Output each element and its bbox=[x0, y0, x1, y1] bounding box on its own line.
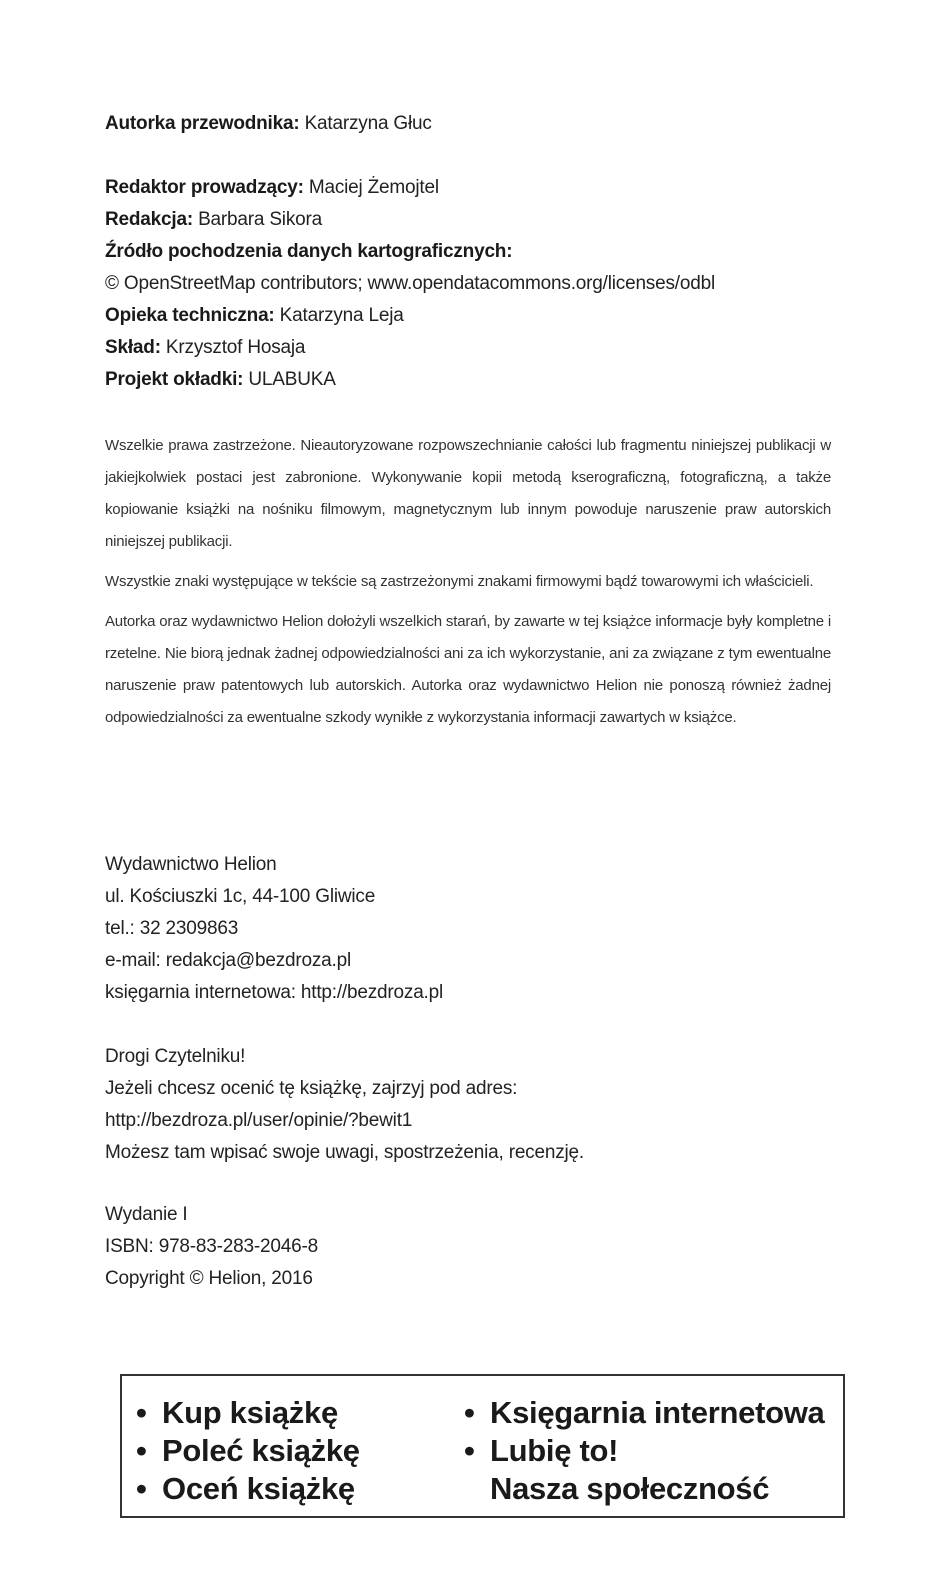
link-label: Lubię to! bbox=[490, 1433, 619, 1468]
link-label: Poleć książkę bbox=[162, 1433, 360, 1468]
credit-value: Maciej Żemojtel bbox=[308, 177, 439, 198]
buy-book-link[interactable] bbox=[136, 1394, 360, 1432]
publisher-info bbox=[105, 849, 443, 1009]
credit-value: Katarzyna Głuc bbox=[304, 113, 432, 134]
recommend-book-link[interactable] bbox=[136, 1432, 360, 1470]
link-label: Kup książkę bbox=[162, 1395, 338, 1430]
credit-redaction bbox=[105, 204, 715, 236]
publisher-address: ul. Kościuszki 1c, 44-100 Gliwice bbox=[105, 886, 376, 907]
links-box bbox=[120, 1374, 845, 1518]
bullet: • bbox=[136, 1395, 147, 1430]
links-column-right bbox=[464, 1394, 825, 1508]
credits-section bbox=[105, 108, 715, 396]
community-label[interactable]: Nasza społeczność bbox=[490, 1471, 770, 1506]
reader-line: Jeżeli chcesz ocenić tę książkę, zajrzyj pod adres: bbox=[105, 1078, 518, 1099]
credit-label: Opieka techniczna: bbox=[105, 305, 275, 326]
copyright-notice: Copyright © Helion, 2016 bbox=[105, 1268, 313, 1289]
publisher-shop-link[interactable]: księgarnia internetowa: http://bezdroza.pl bbox=[105, 982, 444, 1003]
reader-greeting: Drogi Czytelniku! bbox=[105, 1046, 246, 1067]
credit-cartography bbox=[105, 236, 715, 268]
credit-label: Autorka przewodnika: bbox=[105, 113, 300, 134]
publisher-phone: tel.: 32 2309863 bbox=[105, 918, 239, 939]
link-label: Księgarnia internetowa bbox=[490, 1395, 825, 1430]
credit-cover bbox=[105, 364, 715, 396]
credit-value: Katarzyna Leja bbox=[279, 305, 404, 326]
legal-paragraph-trademarks: Wszystkie znaki występujące w tekście są zastrzeżonymi znakami firmowymi bądź towarowymi ich właścicieli. bbox=[105, 573, 814, 590]
credit-cartography-value: © OpenStreetMap contributors; www.opendatacommons.org/licenses/odbl bbox=[105, 273, 715, 294]
credit-value: Barbara Sikora bbox=[198, 209, 322, 230]
review-url-link[interactable]: http://bezdroza.pl/user/opinie/?bewit1 bbox=[105, 1110, 413, 1131]
credit-editor bbox=[105, 172, 715, 204]
bullet: • bbox=[136, 1471, 147, 1506]
link-label: Oceń książkę bbox=[162, 1471, 355, 1506]
edition-number: Wydanie I bbox=[105, 1204, 188, 1225]
rate-book-link[interactable] bbox=[136, 1470, 360, 1508]
credit-label: Skład: bbox=[105, 337, 161, 358]
publisher-name: Wydawnictwo Helion bbox=[105, 854, 277, 875]
reader-note bbox=[105, 1041, 584, 1169]
credit-label: Źródło pochodzenia danych kartograficznych: bbox=[105, 241, 513, 262]
credit-value: ULABUKA bbox=[248, 369, 336, 390]
credit-author bbox=[105, 108, 715, 140]
credit-value: Krzysztof Hosaja bbox=[165, 337, 306, 358]
online-bookstore-link[interactable] bbox=[464, 1394, 825, 1432]
links-column-left bbox=[136, 1394, 360, 1508]
like-link[interactable] bbox=[464, 1432, 825, 1508]
credit-technical bbox=[105, 300, 715, 332]
bullet: • bbox=[464, 1433, 475, 1468]
credit-label: Projekt okładki: bbox=[105, 369, 244, 390]
credit-label: Redakcja: bbox=[105, 209, 193, 230]
credit-label: Redaktor prowadzący: bbox=[105, 177, 304, 198]
publisher-email[interactable]: e-mail: redakcja@bezdroza.pl bbox=[105, 950, 352, 971]
bullet: • bbox=[464, 1395, 475, 1430]
edition-info bbox=[105, 1199, 318, 1295]
legal-paragraph-rights: Wszelkie prawa zastrzeżone. Nieautoryzowane rozpowszechnianie całości lub fragmentu niniejszej publikacji w jakiejkolwiek postaci jest zabronione. Wykonywanie kopii metodą kserograficzną, fotograficzną, a także kopiowanie książki na nośniku filmowym, magnetycznym lub innym powoduje naruszenie praw autorskich niniejszej publikacji. bbox=[105, 437, 831, 550]
legal-paragraph-liability: Autorka oraz wydawnictwo Helion dołożyli wszelkich starań, by zawarte w tej książce informacje były kompletne i rzetelne. Nie biorą jednak żadnej odpowiedzialności ani za ich wykorzystanie, ani za związane z tym ewentualne naruszenie praw patentowych lub autorskich. Autorka oraz wydawnictwo Helion nie ponoszą również żadnej odpowiedzialności za ewentualne szkody wynikłe z wykorzystania informacji zawartych w książce. bbox=[105, 613, 831, 726]
reader-line: Możesz tam wpisać swoje uwagi, spostrzeżenia, recenzję. bbox=[105, 1142, 584, 1163]
isbn: ISBN: 978-83-283-2046-8 bbox=[105, 1236, 318, 1257]
credit-typesetting bbox=[105, 332, 715, 364]
legal-notice bbox=[105, 430, 831, 742]
bullet: • bbox=[136, 1433, 147, 1468]
